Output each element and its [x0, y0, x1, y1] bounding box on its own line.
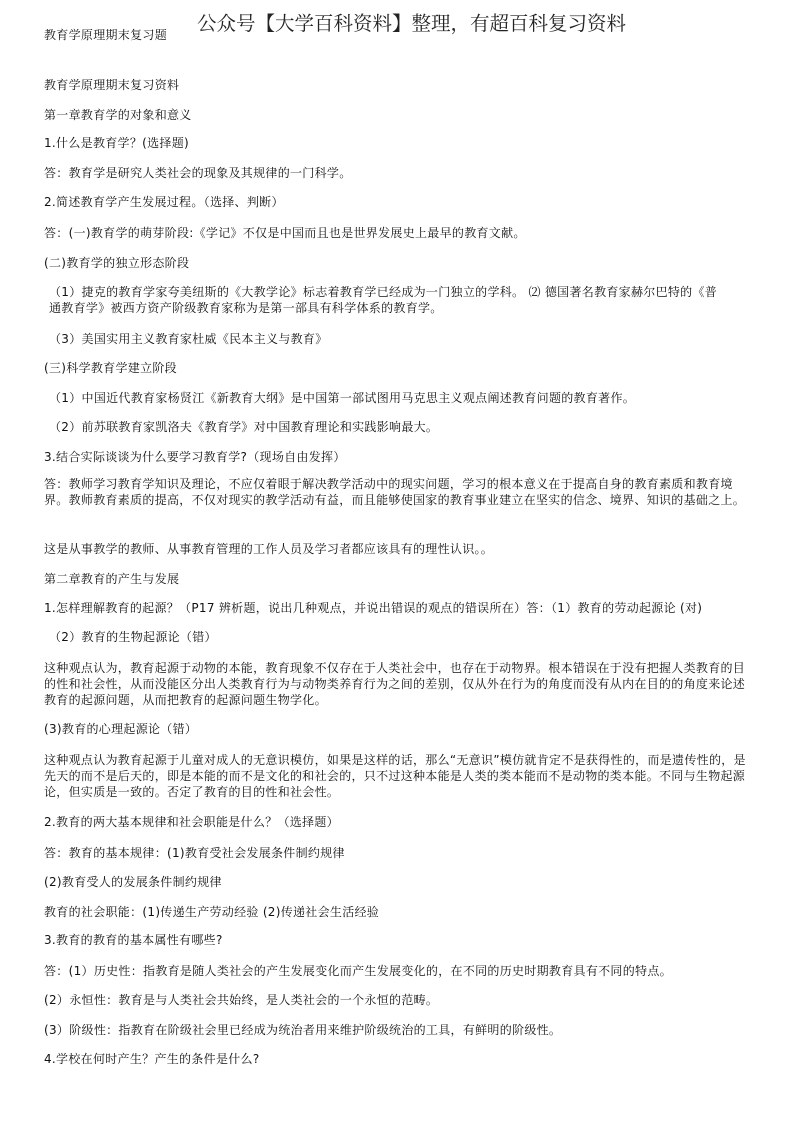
answer: 答：教育的基本规律：(1)教育受社会发展条件制约规律: [44, 846, 345, 860]
paragraph: （3）美国实用主义教育家杜威《民本主义与教育》: [49, 332, 328, 346]
paragraph: （2）前苏联教育家凯洛夫《教育学》对中国教育理论和实践影响最大。: [49, 420, 439, 434]
paragraph: 这种观点认为教育起源于儿童对成人的无意识模仿，如果是这样的话，那么“无意识”模仿就肯定不是获得性的，而是遗传性的，是先天的而不是后天的，即是本能的而不是文化的和社会的，只不过这种本能是人类的类本能而不是动物的类本能。不同与生物起源论，但实质是一致的。否定了教育的目的性和社会性。: [44, 753, 746, 799]
paragraph: 这是从事教学的教师、从事教育管理的工作人员及学习者都应该具有的理性认识。。: [44, 542, 494, 556]
watermark-banner: 公众号【大学百科资料】整理，有超百科复习资料: [197, 12, 627, 35]
paragraph: (3）阶级性：指教育在阶级社会里已经成为统治者用来维护阶级统治的工具，有鲜明的阶级性。: [44, 1023, 562, 1037]
answer: 答：(1）历史性：指教育是随人类社会的产生发展变化而产生发展变化的，在不同的历史时期教育具有不同的特点。: [44, 964, 672, 978]
document-title: 教育学原理期末复习题: [44, 28, 168, 42]
question: 4.学校在何时产生？产生的条件是什么?: [44, 1052, 260, 1066]
answer: 答：(一)教育学的萌芽阶段:《学记》不仅是中国而且也是世界发展史上最早的教育文献。: [44, 226, 526, 240]
paragraph: 这种观点认为，教育起源于动物的本能，教育现象不仅存在于人类社会中，也存在于动物界。根本错误在于没有把握人类教育的目的性和社会性，从而没能区分出人类教育行为与动物类养育行为之间的差别，仅从外在行为的角度而没有从内在目的的角度来论述教育的起源问题，从而把教育的起源问题生物学化。: [44, 661, 746, 707]
question: 1.怎样理解教育的起源？（P17 辨析题，说出几种观点，并说出错误的观点的错误所在）答：（1）教育的劳动起源论 (对): [44, 601, 703, 615]
question: 3.教育的教育的基本属性有哪些?: [44, 933, 223, 947]
answer: 答：教育学是研究人类社会的现象及其规律的一门科学。: [44, 166, 352, 180]
section-title: 教育学原理期末复习资料: [44, 78, 180, 92]
question: 1.什么是教育学？(选择题): [44, 136, 190, 150]
paragraph: (2)教育受人的发展条件制约规律: [44, 875, 222, 889]
subheading: (二)教育学的独立形态阶段: [44, 256, 190, 270]
question: 3.结合实际谈谈为什么要学习教育学?（现场自由发挥）: [44, 450, 346, 464]
chapter-heading: 第二章教育的产生与发展: [44, 572, 180, 586]
answer: 答：教师学习教育学知识及理论，不应仅着眼于解决教学活动中的现实问题，学习的根本意义在于提高自身的教育素质和教育境界。教师教育素质的提高，不仅对现实的教学活动有益，而且能够使国家的教育事业建立在坚实的信念、境界、知识的基础之上。: [44, 477, 746, 507]
chapter-heading: 第一章教育学的对象和意义: [44, 108, 192, 122]
paragraph: (2）永恒性：教育是与人类社会共始终，是人类社会的一个永恒的范畴。: [44, 993, 439, 1007]
paragraph: 教育的社会职能：(1)传递生产劳动经验 (2)传递社会生活经验: [44, 905, 380, 919]
subheading: (三)科学教育学建立阶段: [44, 361, 177, 375]
question: 2.教育的两大基本规律和社会职能是什么？（选择题）: [44, 815, 339, 829]
subheading: (3)教育的心理起源论（错）: [44, 722, 198, 736]
question: 2.简述教育学产生发展过程。（选择、判断）: [44, 195, 284, 209]
paragraph: （1）中国近代教育家杨贤江《新教育大纲》是中国第一部试图用马克思主义观点阐述教育问题的教育著作。: [49, 391, 636, 405]
paragraph: （2）教育的生物起源论（错）: [49, 630, 217, 644]
paragraph: （1）捷克的教育学家夸美纽斯的《大教学论》标志着教育学已经成为一门独立的学科。 ⑵ 德国著名教育家赫尔巴特的《普通教育学》被西方资产阶级教育家称为是第一部具有科学体系的教育学。: [49, 285, 718, 315]
